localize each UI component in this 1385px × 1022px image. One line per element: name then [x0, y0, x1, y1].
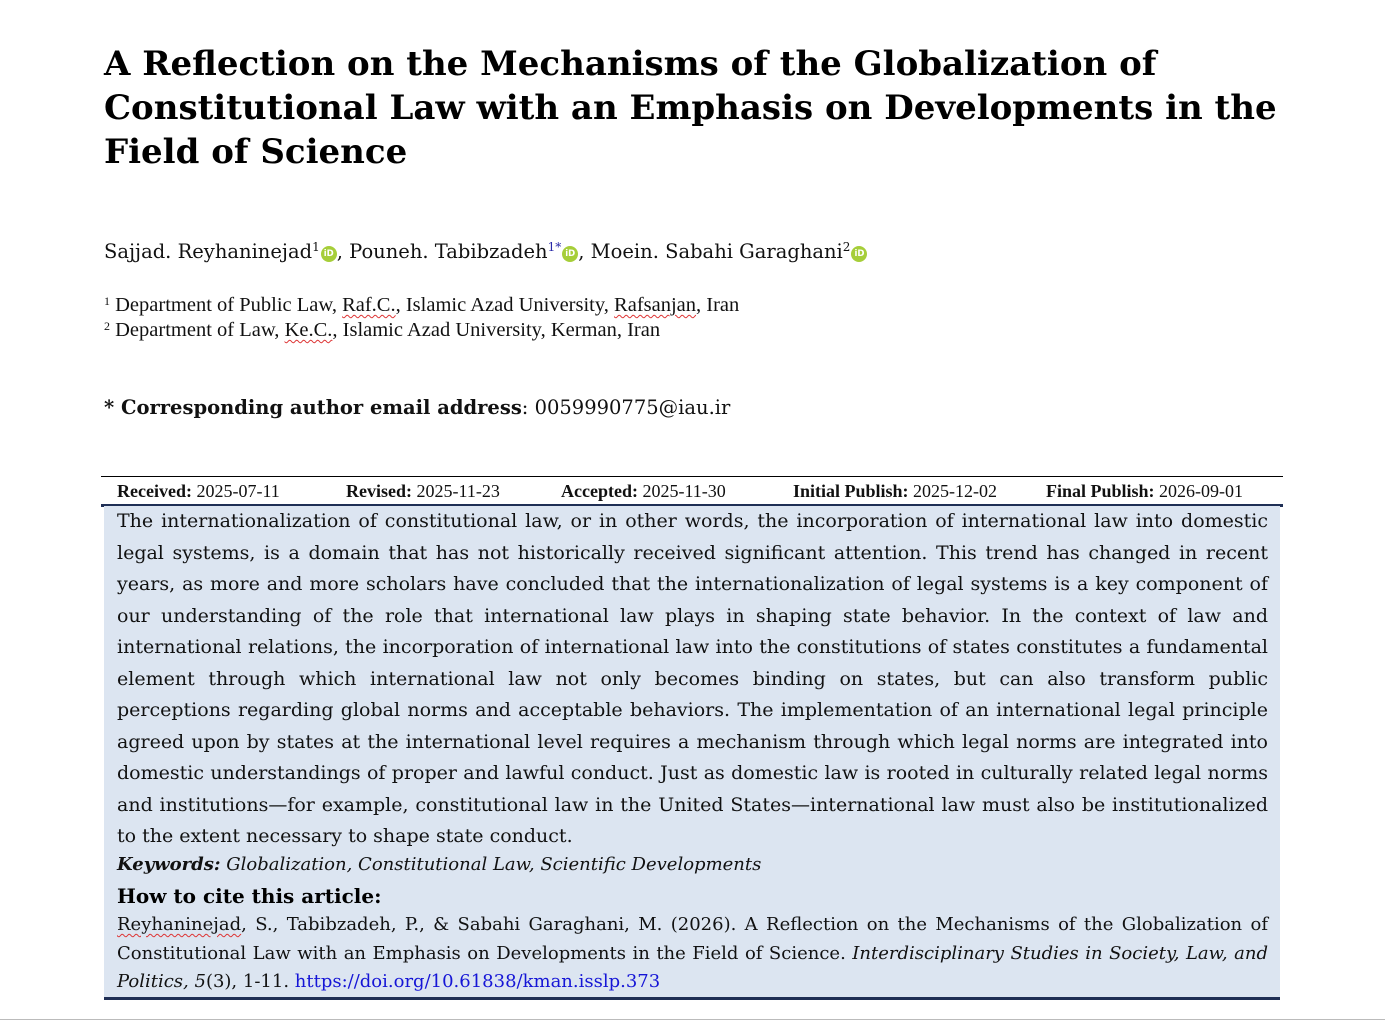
citation: Reyhaninejad, S., Tabibzadeh, P., & Sabahi Garaghani, M. (2026). A Reflection on the Mechanisms of the Globalization of Constitutional Law with an Emphasis on Developments in the Field of Science. Interdisciplinary Studies in Society, Law, and Politics, 5(3), 1-11. https://doi.org/10.61838/kman.isslp.373: [117, 914, 1268, 992]
date-final-publish: Final Publish: 2026-09-01: [1046, 481, 1244, 501]
affiliation-marker: 2: [842, 240, 851, 254]
affiliation-line: $^2$ Department of Law, Ke.C., Islamic Azad University, Kerman, Iran: [104, 319, 661, 341]
date-initial-publish: Initial Publish: 2025-12-02: [793, 481, 998, 501]
author-name[interactable]: Moein. Sabahi Garaghani: [590, 240, 843, 263]
author-list: Sajjad. Reyhaninejad$^1$ iD , Pouneh. Tabibzadeh$^{1*}$ iD , Moein. Sabahi Garaghani$^2$ iD: [104, 238, 867, 266]
keywords: Keywords: Globalization, Constitutional Law, Scientific Developments: [117, 854, 762, 875]
date-accepted: Accepted: 2025-11-30: [561, 481, 726, 501]
paper-title: A Reflection on the Mechanisms of the Globalization of Constitutional Law with an Emphasis on Developments in the Field of Science: [104, 44, 1277, 172]
affiliation-marker: 1*: [547, 240, 562, 254]
publication-dates: [101, 476, 1283, 507]
affiliation-line: $^1$ Department of Public Law, Raf.C., Islamic Azad University, Rafsanjan, Iran: [104, 294, 740, 316]
affiliation-marker: 1: [312, 240, 320, 254]
abstract-box: [104, 506, 1280, 1000]
affiliations: [104, 293, 739, 343]
cite-heading: How to cite this article:: [117, 884, 382, 908]
date-revised: Revised: 2025-11-23: [346, 481, 500, 501]
author-name[interactable]: Pouneh. Tabibzadeh: [349, 240, 548, 263]
doi-link[interactable]: https://doi.org/10.61838/kman.isslp.373: [294, 971, 661, 992]
orcid-icon[interactable]: iD: [321, 246, 337, 262]
corresponding-author: * Corresponding author email address: 0059990775@iau.ir: [104, 396, 731, 419]
orcid-icon[interactable]: iD: [562, 246, 578, 262]
author-name[interactable]: Sajjad. Reyhaninejad: [104, 240, 313, 263]
date-received: Received: 2025-07-11: [117, 481, 280, 501]
orcid-icon[interactable]: iD: [851, 246, 867, 262]
abstract-text: The internationalization of constitutional law, or in other words, the incorporation of international law into domestic legal systems, is a domain that has not historically received significant attention. This trend has changed in recent years, as more and more scholars have concluded that the internationalization of legal systems is a key component of our understanding of the role that international law plays in shaping state behavior. In the context of law and international relations, the incorporation of international law into the constitutions of states constitutes a fundamental element through which international law not only becomes binding on states, but can also transform public perceptions regarding global norms and acceptable behaviors. The implementation of an international legal principle agreed upon by states at the international level requires a mechanism through which legal norms are integrated into domestic understandings of proper and lawful conduct. Just as domestic law is rooted in culturally related legal norms and institutions—for example, constitutional law in the United States—international law must also be institutionalized to the extent necessary to shape state conduct.: [117, 510, 1268, 847]
page-bottom-divider: [0, 1019, 1385, 1020]
corresponding-email[interactable]: 0059990775@iau.ir: [534, 396, 731, 419]
journal-name: Interdisciplinary Studies in Society, Law, and Politics, 5: [117, 942, 1268, 992]
